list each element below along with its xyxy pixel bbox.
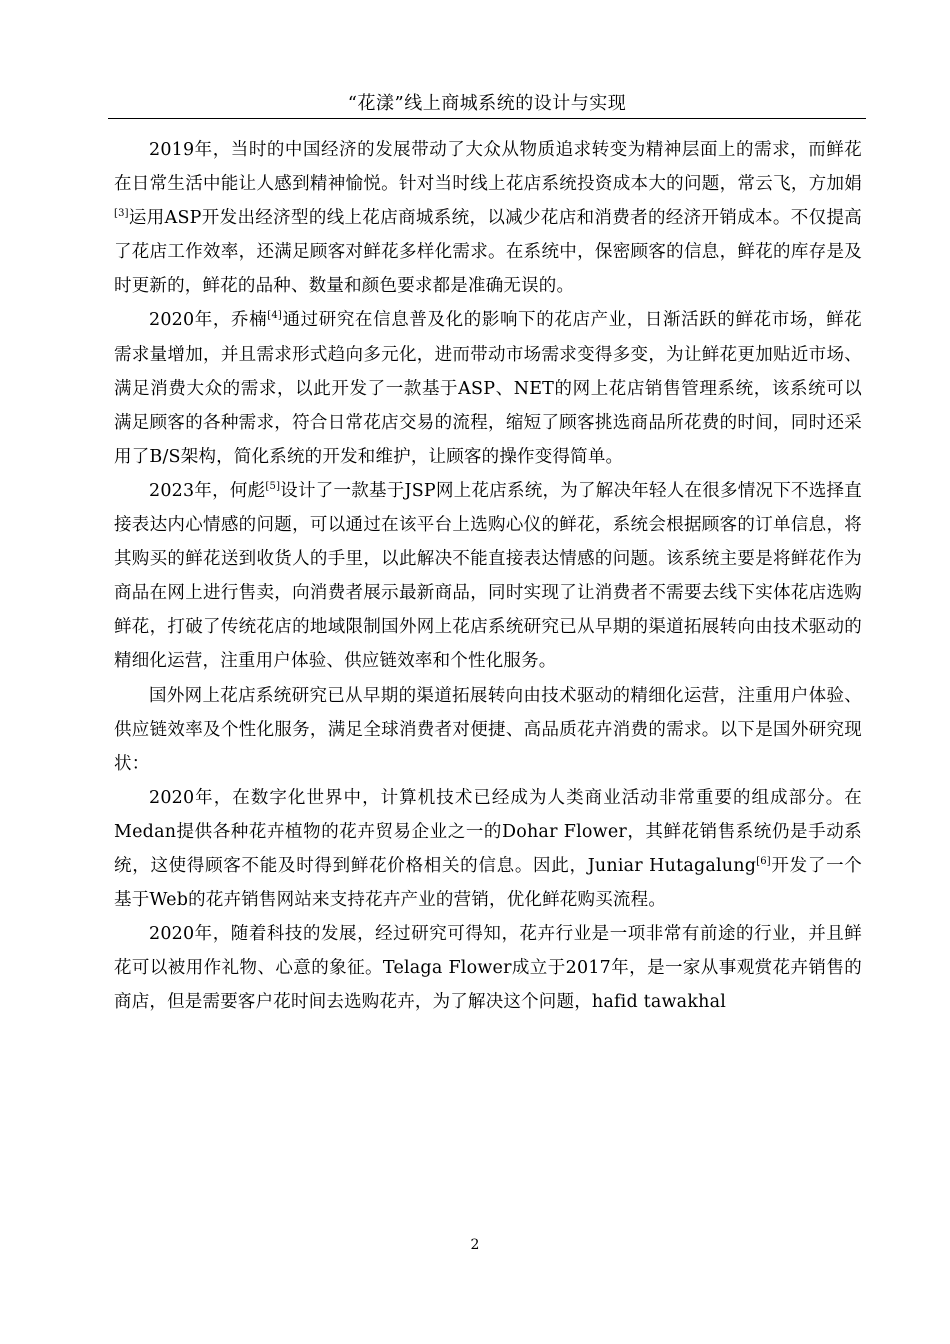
paragraph-text: 2020年，在数字化世界中，计算机技术已经成为人类商业活动非常重要的组成部分。在Medan提供各种花卉植物的花卉贸易企业之一的Dohar Flower，其鲜花销售系统仍是手动系统，这使得顾客不能及时得到鲜花价格相关的信息。因此，Juniar Hutagalung xyxy=(114,787,862,876)
paragraph xyxy=(114,303,862,473)
page-number: 2 xyxy=(470,1237,480,1253)
paragraph xyxy=(114,679,862,781)
paragraph-text: 2020年，随着科技的发展，经过研究可得知，花卉行业是一项非常有前途的行业，并且鲜花可以被用作礼物、心意的象征。Telaga Flower成立于2017年，是一家从事观赏花卉销售的商店，但是需要客户花时间去选购花卉，为了解决这个问题，hafid tawakhal xyxy=(114,924,862,1013)
paragraph-text: 运用ASP开发出经济型的线上花店商城系统，以减少花店和消费者的经济开销成本。不仅提高了花店工作效率，还满足顾客对鲜花多样化需求。在系统中，保密顾客的信息，鲜花的库存是及时更新的，鲜花的品种、数量和颜色要求都是准确无误的。 xyxy=(114,208,862,297)
citation-ref: [4] xyxy=(267,310,283,322)
paragraph xyxy=(114,474,862,679)
header-divider xyxy=(108,118,866,119)
body-text xyxy=(114,133,862,1019)
citation-ref: [6] xyxy=(756,855,771,867)
paragraph xyxy=(114,917,862,1019)
paragraph-text: 国外网上花店系统研究已从早期的渠道拓展转向由技术驱动的精细化运营，注重用户体验、供应链效率及个性化服务，满足全球消费者对便捷、高品质花卉消费的需求。以下是国外研究现状： xyxy=(114,685,862,774)
citation-ref: [3] xyxy=(114,208,129,220)
paragraph-text: 通过研究在信息普及化的影响下的花店产业，日渐活跃的鲜花市场，鲜花需求量增加，并且需求形式趋向多元化，进而带动市场需求变得多变，为让鲜花更加贴近市场、满足消费大众的需求，以此开发了一款基于ASP、NET的网上花店销售管理系统，该系统可以满足顾客的各种需求，符合日常花店交易的流程，缩短了顾客挑选商品所花费的时间，同时还采用了B/S架构，简化系统的开发和维护，让顾客的操作变得简单。 xyxy=(114,310,862,467)
paragraph-text: 开发了一个基于Web的花卉销售网站来支持花卉产业的营销，优化鲜花购买流程。 xyxy=(114,855,863,911)
paragraph xyxy=(114,781,862,917)
paragraph-text: 2023年，何彪 xyxy=(149,480,266,501)
paragraph xyxy=(114,133,862,303)
paragraph-text: 2019年，当时的中国经济的发展带动了大众从物质追求转变为精神层面上的需求，而鲜花在日常生活中能让人感到精神愉悦。针对当时线上花店系统投资成本大的问题，常云飞，方加娟 xyxy=(114,140,862,195)
paragraph-text: 2020年，乔楠 xyxy=(149,310,268,331)
page-header-title: “花漾”线上商城系统的设计与实现 xyxy=(347,93,627,114)
citation-ref: [5] xyxy=(265,480,281,492)
paragraph-text: 设计了一款基于JSP网上花店系统，为了解决年轻人在很多情况下不选择直接表达内心情感的问题，可以通过在该平台上选购心仪的鲜花，系统会根据顾客的订单信息，将其购买的鲜花送到收货人的手里，以此解决不能直接表达情感的问题。该系统主要是将鲜花作为商品在网上进行售卖，向消费者展示最新商品，同时实现了让消费者不需要去线下实体花店选购鲜花，打破了传统花店的地域限制国外网上花店系统研究已从早期的渠道拓展转向由技术驱动的精细化运营，注重用户体验、供应链效率和个性化服务。 xyxy=(114,480,863,672)
